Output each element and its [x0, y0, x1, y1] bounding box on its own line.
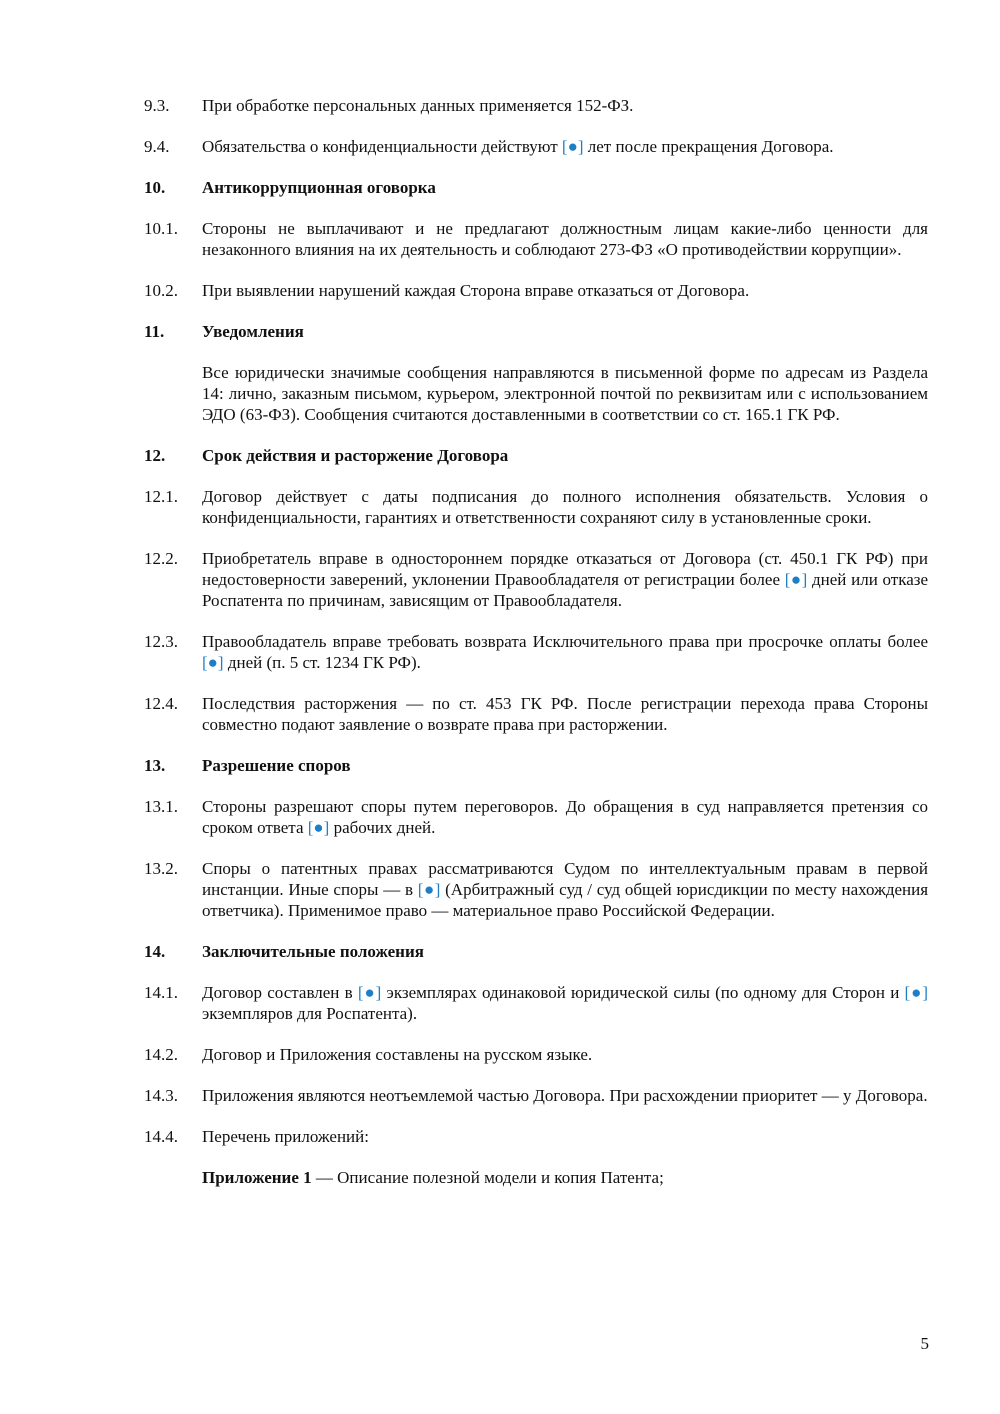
clause-number: 14.1.	[144, 983, 178, 1002]
clause-text: Договор и Приложения составлены на русском языке.	[202, 1045, 593, 1064]
appendix-description: — Описание полезной модели и копия Патента;	[311, 1168, 664, 1187]
text-part: Договор действует с даты подписания до полного исполнения обязательств. Условия о	[202, 487, 928, 506]
clause-text	[202, 631, 928, 673]
text-part: Приобретатель вправе в одностороннем порядке отказаться от Договора (ст. 450.1 ГК РФ)	[202, 549, 894, 568]
section-11-paragraph	[144, 362, 928, 425]
clause-10-2	[144, 280, 928, 301]
clause-number: 9.4.	[144, 137, 170, 156]
text-part: претензия со сроком ответа	[202, 797, 928, 837]
paragraph-text	[202, 362, 928, 425]
text-part: (Арбитражный суд / суд общей юрисдикции по месту	[445, 880, 837, 899]
clause-text	[202, 858, 928, 921]
text-part: 165.1 ГК РФ.	[744, 405, 840, 424]
clause-number: 13.1.	[144, 797, 178, 816]
clause-text	[202, 982, 928, 1024]
clause-12-1	[144, 486, 928, 528]
clause-12-3	[144, 631, 928, 673]
section-title: Уведомления	[202, 322, 304, 341]
clause-text: При выявлении нарушений каждая Сторона вправе отказаться от Договора.	[202, 281, 750, 300]
text-part: Стороны не выплачивают и не предлагают должностным лицам какие-либо ценности для	[202, 219, 928, 238]
clause-number: 12.3.	[144, 632, 178, 651]
section-number: 13.	[144, 756, 166, 775]
clause-9-3	[144, 95, 928, 116]
section-number: 14.	[144, 942, 166, 961]
section-10-heading	[144, 177, 928, 198]
text-part: дней (п. 5 ст. 1234 ГК РФ).	[227, 653, 421, 672]
section-title: Антикоррупционная оговорка	[202, 178, 436, 197]
clause-14-1	[144, 982, 928, 1024]
clause-number: 9.3.	[144, 96, 170, 115]
placeholder-marker: [●]	[784, 570, 808, 589]
text-part: Споры о патентных правах рассматриваются Судом по интеллектуальным правам в первой	[202, 859, 928, 878]
text-part: Все юридически значимые сообщения направляются в письменной форме по адресам из	[202, 363, 867, 382]
clause-number: 12.4.	[144, 694, 178, 713]
clause-text	[202, 486, 928, 528]
section-title: Срок действия и расторжение Договора	[202, 446, 509, 465]
section-11-heading	[144, 321, 928, 342]
placeholder-marker: [●]	[417, 880, 441, 899]
text-part: Стороны разрешают споры путем переговоров. До обращения в суд направляется	[202, 797, 824, 816]
section-13-heading	[144, 755, 928, 776]
text-part: более	[887, 632, 928, 651]
section-number: 10.	[144, 178, 166, 197]
text-part: Стороны совместно подают заявление о возврате права при расторжении.	[202, 694, 929, 734]
section-number: 11.	[144, 322, 165, 341]
appendix-item-1	[144, 1167, 928, 1188]
placeholder-marker: [●]	[561, 137, 584, 156]
appendix-label: Приложение 1	[202, 1168, 312, 1187]
page-content	[144, 95, 928, 1188]
text-part: Обязательства о конфиденциальности действуют	[202, 137, 558, 156]
section-number: 12.	[144, 446, 166, 465]
clause-text	[202, 548, 928, 611]
text-part: Последствия расторжения — по ст. 453 ГК РФ. После регистрации перехода права	[202, 694, 855, 713]
clause-number: 13.2.	[144, 859, 178, 878]
text-part: Приложения являются неотъемлемой частью Договора. При расхождении приоритет — у	[202, 1086, 852, 1105]
text-part: Договор составлен в	[202, 983, 353, 1002]
clause-13-1	[144, 796, 928, 838]
clause-number: 12.2.	[144, 549, 178, 568]
clause-text: При обработке персональных данных применяется 152-ФЗ.	[202, 96, 634, 115]
text-part: лет после прекращения Договора.	[587, 137, 834, 156]
text-part: Раздела 14: лично, заказным письмом, курьером, электронной почтой по реквизитам или с	[202, 363, 929, 403]
text-part: рабочих дней.	[333, 818, 436, 837]
text-part: инстанции. Иные споры — в	[202, 880, 414, 899]
text-part: коррупции».	[811, 240, 902, 259]
clause-text: Перечень приложений:	[202, 1127, 369, 1146]
clause-text	[202, 796, 928, 838]
clause-number: 14.4.	[144, 1127, 178, 1146]
appendix-text	[202, 1167, 928, 1188]
section-14-heading	[144, 941, 928, 962]
placeholder-marker: [●]	[357, 983, 382, 1002]
clause-10-1	[144, 218, 928, 260]
placeholder-marker: [●]	[202, 653, 224, 672]
clause-14-3	[144, 1085, 928, 1106]
clause-number: 12.1.	[144, 487, 178, 506]
text-part: экземпляров для Роспатента).	[202, 1004, 418, 1023]
clause-12-4	[144, 693, 928, 735]
page-number: 5	[920, 1334, 929, 1353]
placeholder-marker: [●]	[307, 818, 330, 837]
clause-text	[202, 136, 928, 157]
text-part: незаконного влияния на их деятельность и соблюдают 273-ФЗ «О противодействии	[202, 240, 807, 259]
text-part: нахождения ответчика). Применимое право — материальное право Российской Федерации.	[202, 880, 929, 920]
text-part: конфиденциальности, гарантиях и ответственности сохраняют силу в установленные	[202, 508, 822, 527]
clause-14-4	[144, 1126, 928, 1147]
text-part: Правообладатель вправе требовать возврата Исключительного права при просрочке оплаты	[202, 632, 882, 651]
placeholder-marker: [●]	[904, 983, 929, 1002]
section-title: Заключительные положения	[202, 942, 424, 961]
clause-number: 10.1.	[144, 219, 178, 238]
text-part: сроки.	[825, 508, 872, 527]
text-part: при недостоверности заверений, уклонении Правообладателя от регистрации более	[202, 549, 929, 589]
clause-number: 14.3.	[144, 1086, 178, 1105]
text-part: Сторон и	[832, 983, 900, 1002]
clause-9-4	[144, 136, 928, 157]
clause-13-2	[144, 858, 928, 921]
clause-14-2	[144, 1044, 928, 1065]
clause-text	[202, 693, 928, 735]
section-title: Разрешение споров	[202, 756, 351, 775]
clause-number: 10.2.	[144, 281, 178, 300]
text-part: дней или отказе Роспатента по причинам, зависящим от Правообладателя.	[202, 570, 929, 610]
clause-text	[202, 218, 928, 260]
text-part: Договора.	[855, 1086, 928, 1105]
section-12-heading	[144, 445, 928, 466]
clause-number: 14.2.	[144, 1045, 178, 1064]
clause-12-2	[144, 548, 928, 611]
clause-text	[202, 1085, 928, 1106]
text-part: экземплярах одинаковой юридической силы (по одному для	[386, 983, 827, 1002]
text-part: использованием ЭДО (63-ФЗ). Сообщения считаются доставленными в соответствии со ст.	[202, 384, 929, 424]
